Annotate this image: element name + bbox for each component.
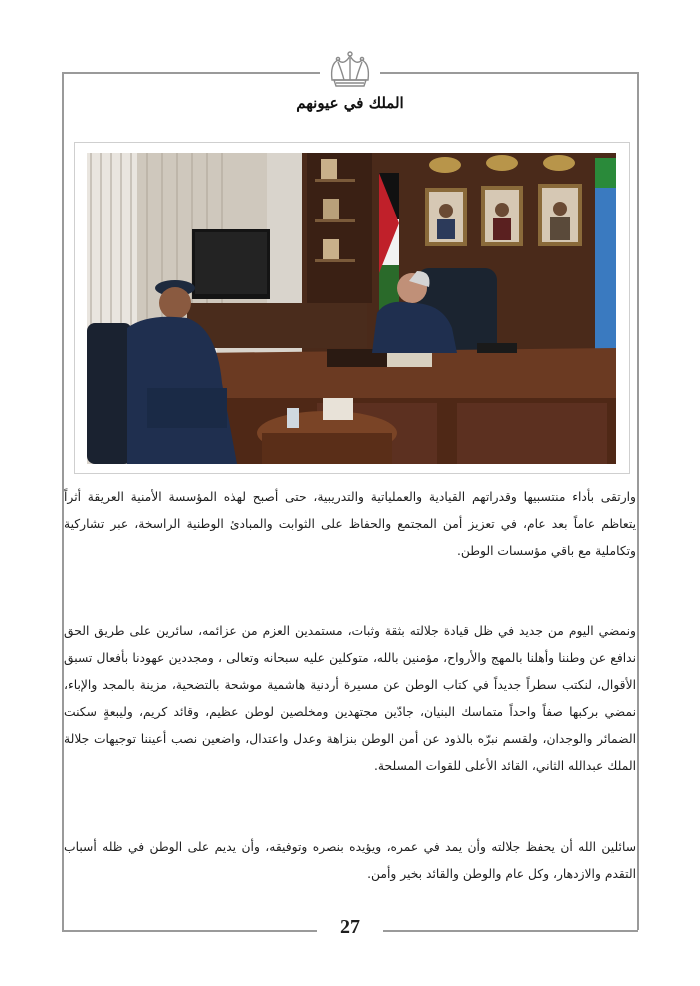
body-paragraph-2: ونمضي اليوم من جديد في ظل قيادة جلالته بثقة وثبات، مستمدين العزم من عزائمه، سائرين على طريق الحق ندافع عن وطننا وأهلنا بالمهج والأرواح، مؤمنين بالله، متوكلين عليه سبحانه وتعالى ، ومجددين عهودنا بأفعال تسبق الأقوال، لنكتب سطراً جديداً في كتاب الوطن عن مسيرة أردنية هاشمية موشحة بالتضحية، مزينة بالمجد والإباء، نمضي بركبها صفاً واحداً متماسك البنيان، جادّين مجتهدين ومخلصين لوطن عظيم، وقائد كريم، وليبعةٍ سكنت الضمائر والوجدان، ولقسم نبرّه بالذود عن أمن الوطن بنزاهة وعدل واعتدال، واضعين نصب أعيننا توجيهات جلالة الملك عبدالله الثاني، القائد الأعلى للقوات المسلحة. xyxy=(64,624,636,773)
frame-bottom-right xyxy=(383,930,638,932)
page-number: 27 xyxy=(340,916,360,938)
frame-bottom-left xyxy=(62,930,317,932)
crown-icon xyxy=(324,50,376,92)
frame-top-right xyxy=(380,72,638,74)
meeting-photo xyxy=(87,153,616,464)
frame-top-left xyxy=(62,72,320,74)
body-paragraph-1: وارتقى بأداء منتسبيها وقدراتهم القيادية والعملياتية والتدريبية، حتى أصبح لهذه المؤسسة الأمنية العريقة أثراً يتعاظم عاماً بعد عام، في تعزيز أمن المجتمع والحفاظ على الثوابت والمبادئ الوطنية الراسخة، عبر تشاركية وتكاملية مع باقي مؤسسات الوطن. xyxy=(64,490,636,558)
section-title: الملك في عيونهم xyxy=(296,94,404,112)
photo-frame xyxy=(74,142,630,474)
frame-right xyxy=(637,72,639,930)
body-paragraph-3: سائلين الله أن يحفظ جلالته وأن يمد في عمره، ويؤيده بنصره وتوفيقه، وأن يديم على الوطن في ظله أسباب التقدم والازدهار، وكل عام والوطن والقائد بخير وأمن. xyxy=(64,840,636,881)
